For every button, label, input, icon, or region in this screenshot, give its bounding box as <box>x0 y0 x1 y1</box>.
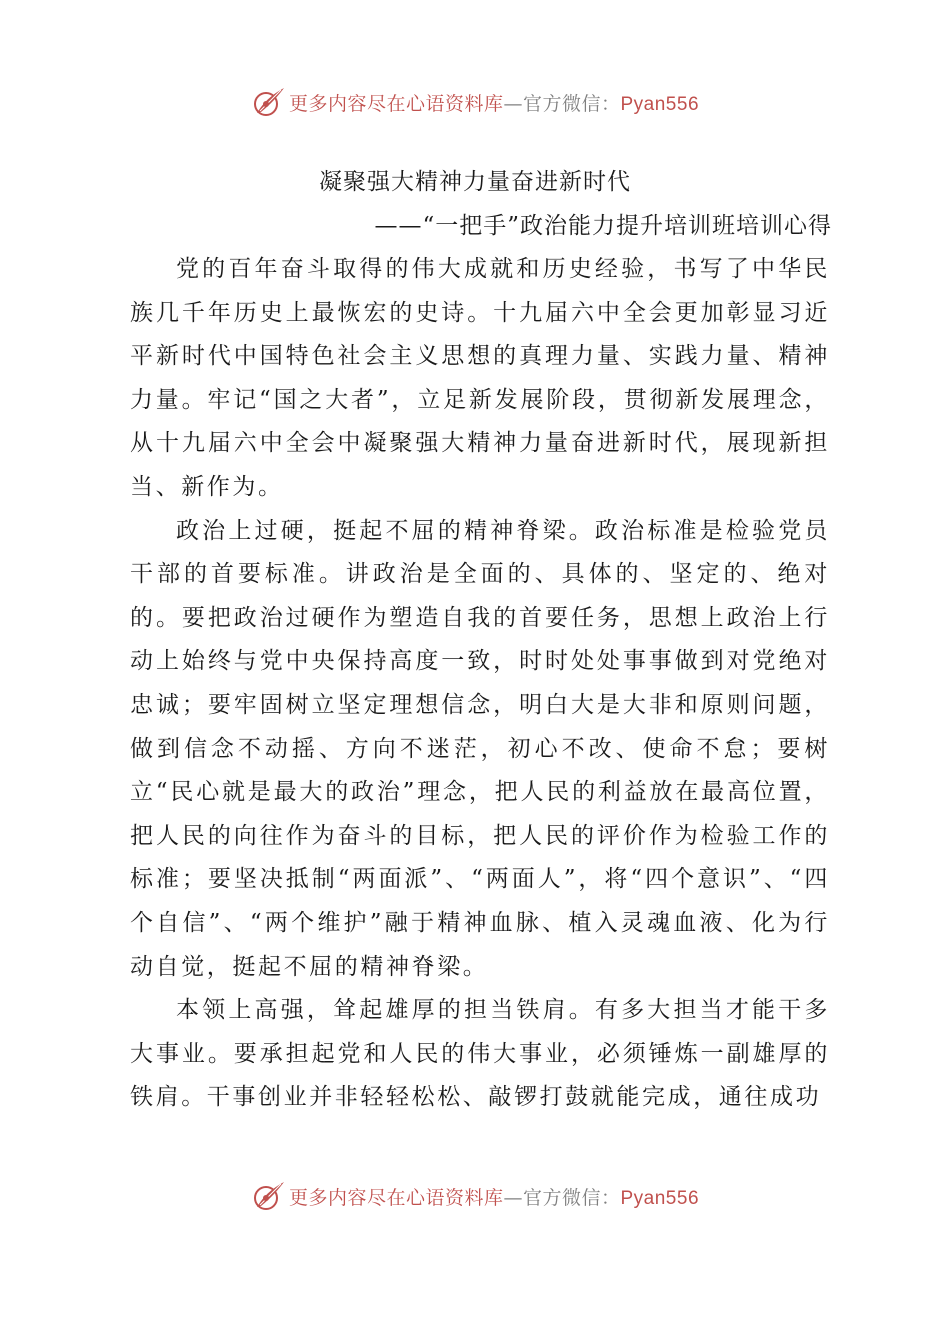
quill-pen-icon <box>251 1179 287 1213</box>
document-body <box>130 248 830 1120</box>
paragraph-1: 党的百年奋斗取得的伟大成就和历史经验，书写了中华民族几千年历史上最恢宏的史诗。十九届六中全会更加彰显习近平新时代中国特色社会主义思想的真理力量、实践力量、精神力量。牢记“国之大者”，立足新发展阶段，贯彻新发展理念，从十九届六中全会中凝聚强大精神力量奋进新时代，展现新担当、新作为。 <box>130 256 830 500</box>
header-dash: — <box>503 92 523 115</box>
document-subtitle: ——“一把手”政治能力提升培训班培训心得 <box>374 213 832 239</box>
footer-banner <box>0 1176 950 1216</box>
header-wechat-label: 官方微信： <box>522 92 621 115</box>
header-wechat-id: Pyan556 <box>620 93 700 115</box>
footer-brand-line <box>289 1183 699 1210</box>
quill-pen-icon <box>251 85 287 119</box>
header-brand-line <box>289 89 699 116</box>
paragraph-2: 政治上过硬，挺起不屈的精神脊梁。政治标准是检验党员干部的首要标准。讲政治是全面的、具体的、坚定的、绝对的。要把政治过硬作为塑造自我的首要任务，思想上政治上行动上始终与党中央保持高度一致，时时处处事事做到对党绝对忠诚；要牢固树立坚定理想信念，明白大是大非和原则问题，做到信念不动摇、方向不迷茫，初心不改、使命不怠；要树立“民心就是最大的政治”理念，把人民的利益放在最高位置，把人民的向往作为奋斗的目标，把人民的评价作为检验工作的标准；要坚决抵制“两面派”、“两面人”，将“四个意识”、“四个自信”、“两个维护”融于精神血脉、植入灵魂血液、化为行动自觉，挺起不屈的精神脊梁。 <box>130 517 830 980</box>
footer-dash: — <box>503 1186 523 1209</box>
header-brand-text: 更多内容尽在心语资料库 <box>288 92 504 115</box>
document-title: 凝聚强大精神力量奋进新时代 <box>319 169 631 195</box>
footer-wechat-id: Pyan556 <box>620 1187 700 1209</box>
header-banner <box>0 82 950 122</box>
footer-wechat-label: 官方微信： <box>522 1186 621 1209</box>
paragraph-3: 本领上高强，耸起雄厚的担当铁肩。有多大担当才能干多大事业。要承担起党和人民的伟大事业，必须锤炼一副雄厚的铁肩。干事创业并非轻轻松松、敲锣打鼓就能完成，通往成功 <box>130 997 830 1111</box>
footer-brand-text: 更多内容尽在心语资料库 <box>288 1186 504 1209</box>
